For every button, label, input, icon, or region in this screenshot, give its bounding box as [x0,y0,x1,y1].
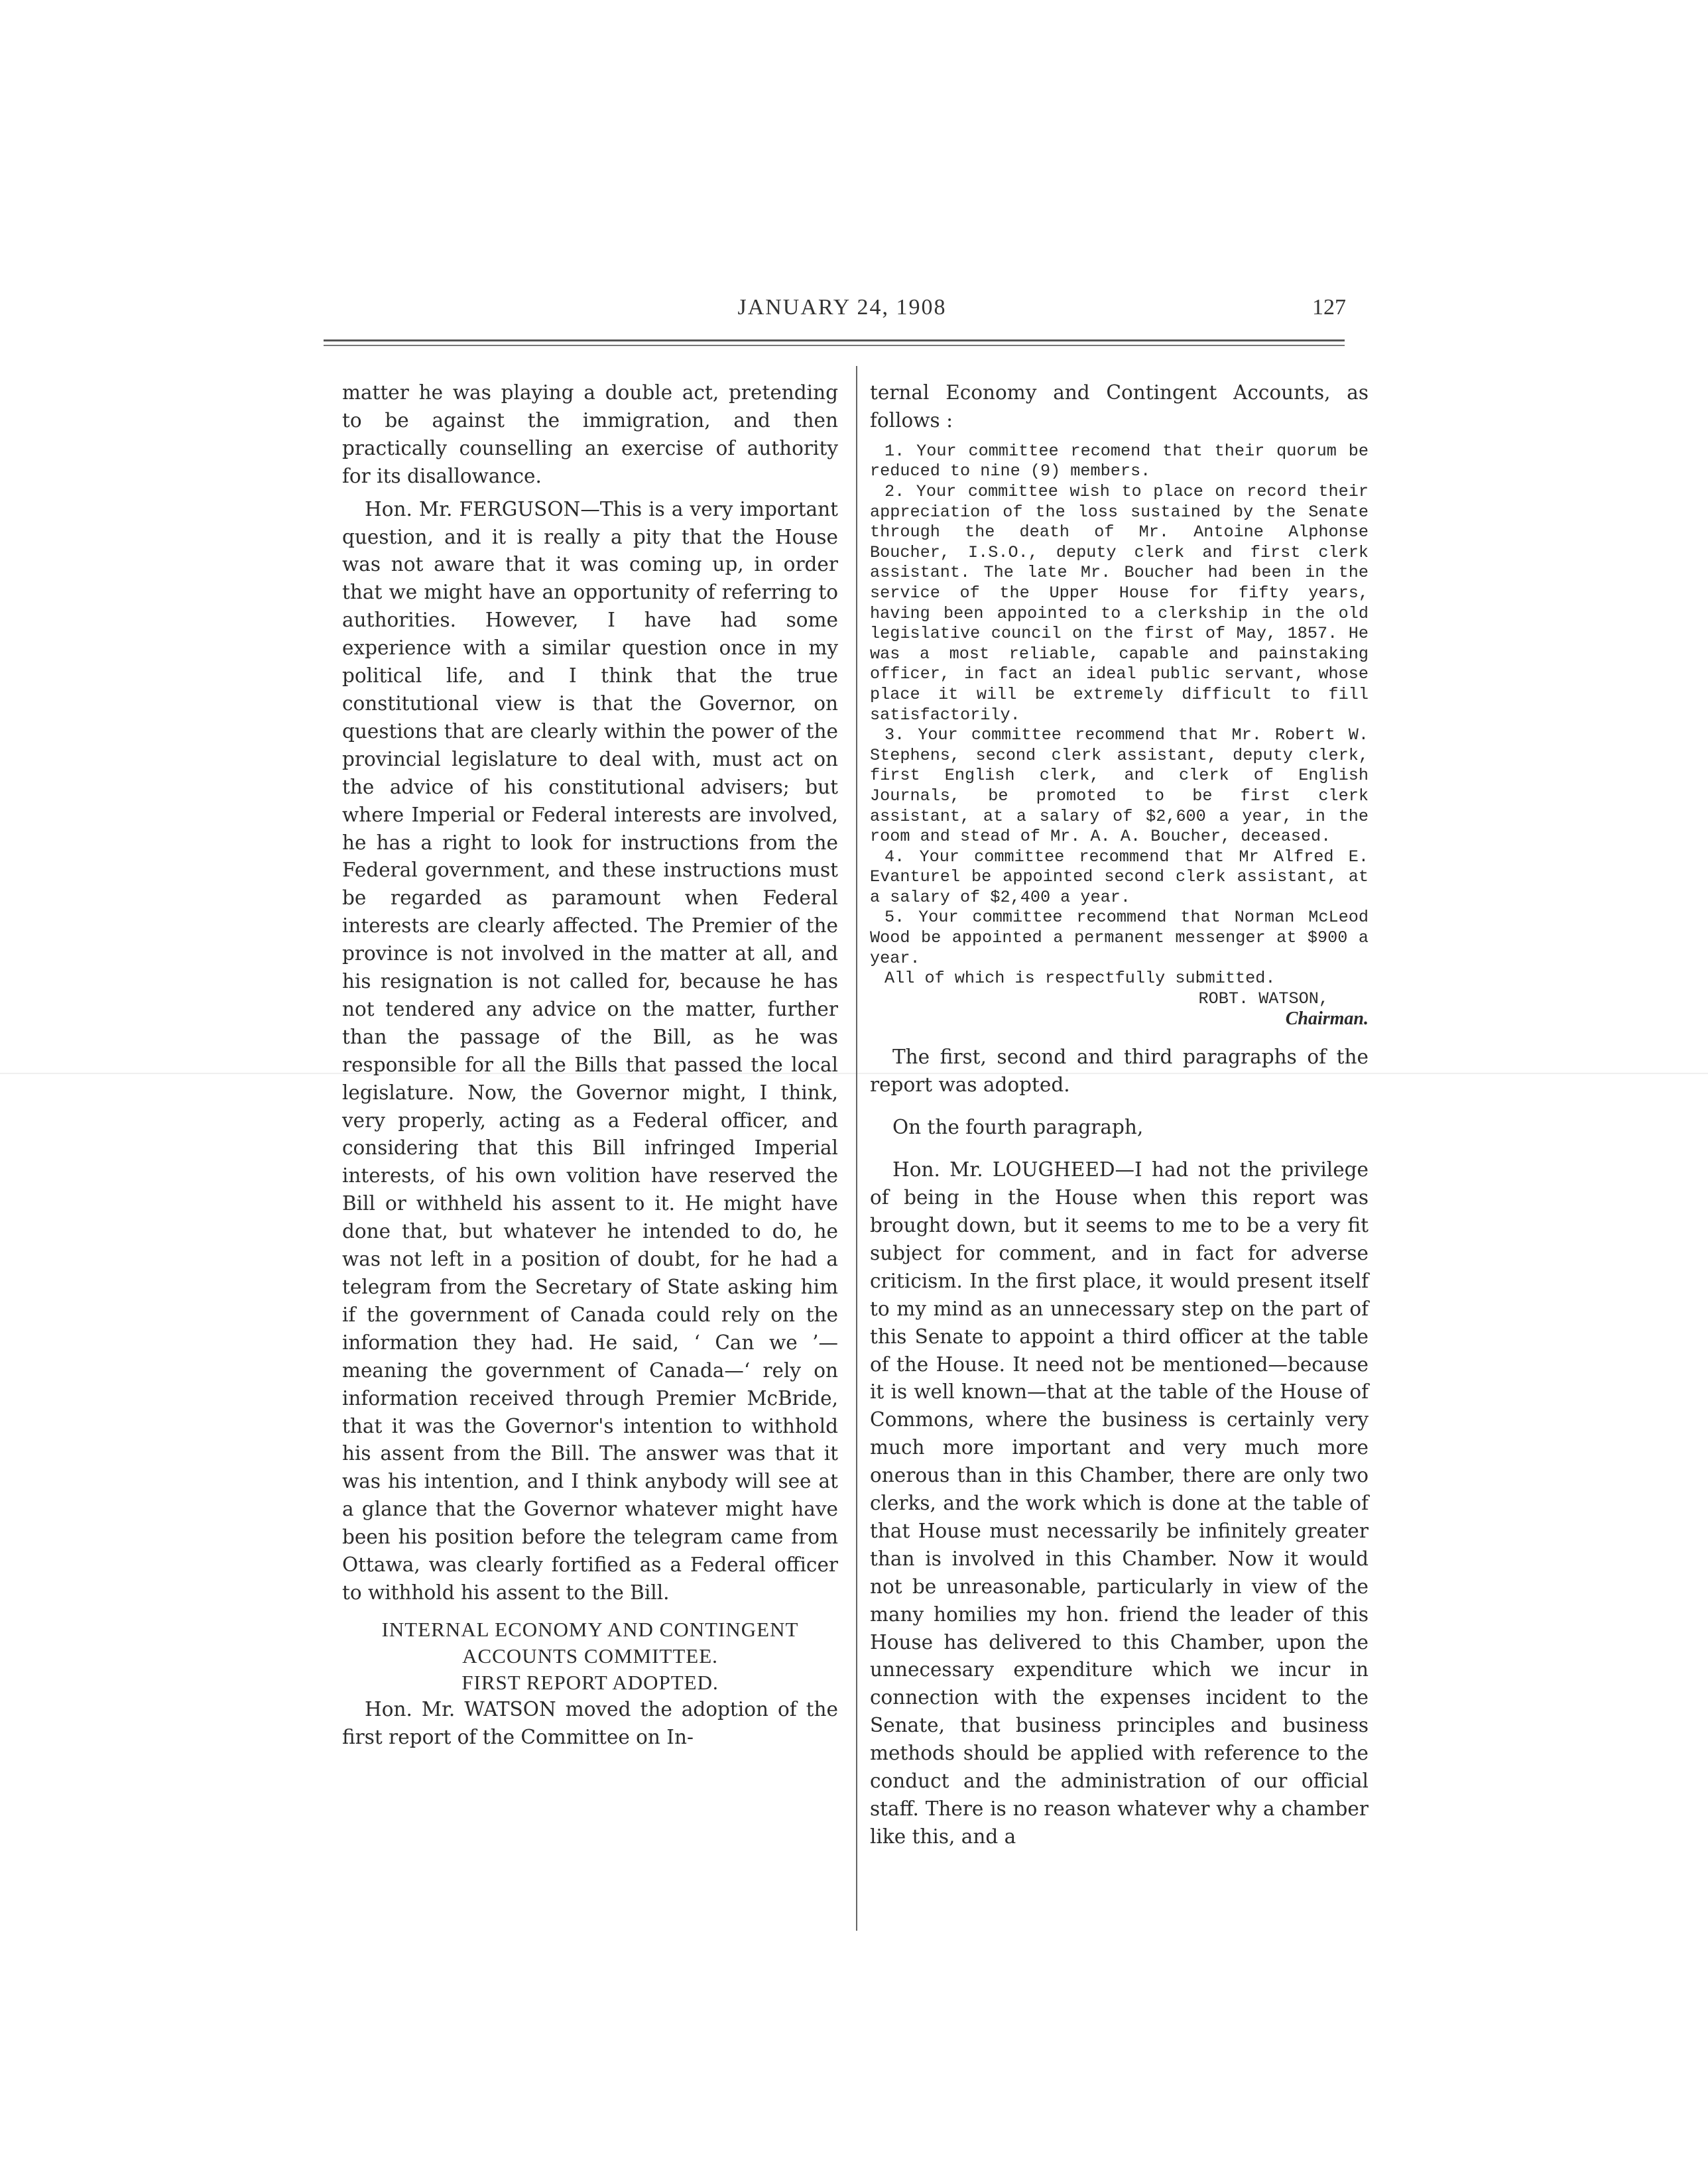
section-subheading: FIRST REPORT ADOPTED. [461,1670,719,1694]
signature-title: Chairman. [1285,1008,1369,1030]
section-heading: INTERNAL ECONOMY AND CONTINGENT ACCOUNTS COMMITTEE. [381,1617,799,1667]
report-closing: All of which is respectfully submitted. [884,969,1276,989]
continued-paragraph: matter he was playing a double act, pretending to be against the immigration, and then practically counselling an exercise of authority for its disallowance. [342,381,838,487]
left-column [342,379,838,1752]
page-number: 127 [1312,295,1346,320]
signature-name: ROBT. WATSON, [1198,989,1329,1008]
report-item: 5. Your committee recommend that Norman McLeod Wood be appointed a permanent messenger at $900 a year. [870,908,1369,968]
continued-paragraph-right: ternal Economy and Contingent Accounts, as follows : [870,381,1369,432]
report-item: 1. Your committee recomend that their quorum be reduced to nine (9) members. [870,441,1369,481]
header-rule-secondary [324,345,1345,346]
page-fold-line [0,1073,1708,1074]
fourth-paragraph-note: On the fourth paragraph, [892,1116,1144,1139]
proceedings-text [870,1044,1369,1850]
watson-motion: Hon. Mr. WATSON moved the adoption of the first report of the Committee on In- [342,1697,838,1748]
report-item: 2. Your committee wish to place on record their appreciation of the loss sustained by the Senate through the death of Mr. Antoine Alphonse Boucher, I.S.O., deputy clerk and first clerk assistant. The late Mr. Boucher had been in the service of the Upper House for fifty years, having been appointed to a clerkship in the old legislative council on the first of May, 1857. He was a most reliable, capable and painstaking officer, in fact an ideal public servant, whose place it will be extremely difficult to fill satisfactorily. [870,482,1369,725]
header-rule [324,339,1345,341]
adoption-note: The first, second and third paragraphs of the report was adopted. [870,1046,1369,1097]
column-divider [856,366,857,1931]
ferguson-speech: Hon. Mr. FERGUSON—This is a very important question, and it is really a pity that the House was not aware that it was coming up, in order that we might have an opportunity of referring to authorities. However, I have had some experience with a similar question once in my political life, and I think that the true constitutional view is that the Governor, on questions that are clearly within the power of the provincial legislature to deal with, must act on the advice of his constitutional advisers; but where Imperial or Federal interests are involved, he has a right to look for instructions from the Federal government, and these instructions must be regarded as paramount when Federal interests are clearly affected. The Premier of the province is not involved in the matter at all, and his resignation is not called for, because he has not tendered any advice on the matter, further than the passage of the Bill, as he was responsible for all the Bills that passed the local legislature. Now, the Governor might, I think, very properly, acting as a Federal officer, and considering that this Bill infringed Imperial interests, of his own volition have reserved the Bill or withheld his assent to it. He might have done that, but whatever he intended to do, he was not left in a position of doubt, for he had a telegram from the Secretary of State asking him if the government of Canada could rely on the information they had. He said, ‘ Can we ’—meaning the government of Canada—‘ rely on information received through Premier McBride, that it was the Governor's intention to withhold his assent from the Bill. The answer was that it was his intention, and I think anybody will see at a glance that the Governor whatever might have been his position before the telegram came from Ottawa, was clearly fortified as a Federal officer to withhold his assent to the Bill. [342,497,838,1604]
report-item: 3. Your committee recommend that Mr. Robert W. Stephens, second clerk assistant, deputy clerk, first English clerk, and clerk of English Journals, be promoted to be first clerk assistant, at a salary of $2,600 a year, in the room and stead of Mr. A. A. Boucher, deceased. [870,725,1369,847]
running-header-date: JANUARY 24, 1908 [737,295,947,320]
right-column [870,379,1369,1851]
report-item: 4. Your committee recommend that Mr Alfred E. Evanturel be appointed second clerk assistant, at a salary of $2,400 a year. [870,847,1369,907]
committee-report [870,442,1369,1030]
lougheed-speech: Hon. Mr. LOUGHEED—I had not the privilege of being in the House when this report was brought down, but it seems to me to be a very fit subject for comment, and in fact for adverse criticism. In the first place, it would present itself to my mind as an unnecessary step on the part of this Senate to appoint a third officer at the table of the House. It need not be mentioned—because it is well known—that at the table of the House of Commons, where the business is certainly very much more important and very much more onerous than in this Chamber, there are only two clerks, and the work which is done at the table of that House must necessarily be infinitely greater than is involved in this Chamber. Now it would not be unreasonable, particularly in view of the many homilies my hon. friend the leader of this House has delivered to this Chamber, upon the unnecessary expenditure which we incur in connection with the expenses incident to the Senate, that business principles and business methods should be applied with reference to the conduct and the administration of our official staff. There is no reason whatever why a chamber like this, and a [870,1158,1369,1848]
